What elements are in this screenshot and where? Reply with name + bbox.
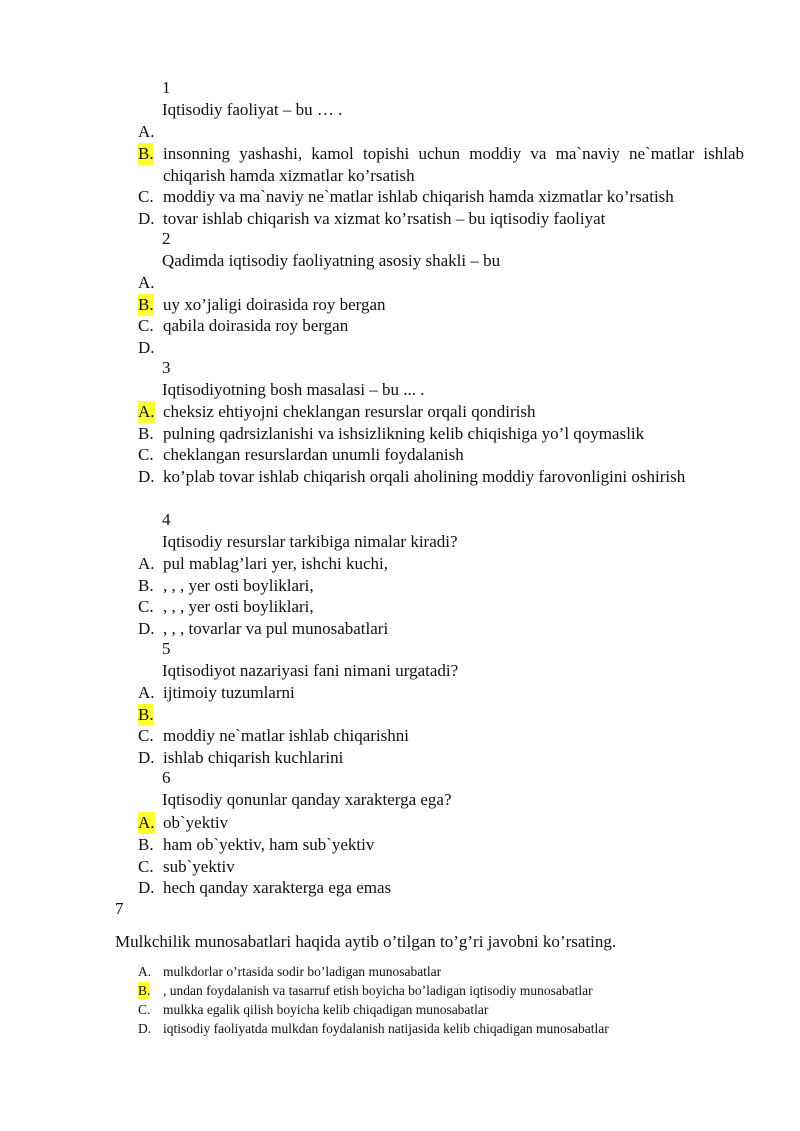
question-text: Iqtisodiy qonunlar qanday xarakterga ega? — [162, 790, 452, 809]
option-letter: D. — [138, 878, 155, 897]
option-letter-highlighted: A. — [138, 813, 155, 832]
answer-option — [138, 725, 744, 747]
option-letter: C. — [138, 1002, 151, 1017]
question-text: Iqtisodiyotning bosh masalasi – bu ... . — [162, 380, 425, 399]
option-letter-highlighted: B. — [138, 144, 154, 163]
option-text: , , , tovarlar va pul munosabatlari — [163, 619, 389, 638]
answer-option — [138, 553, 744, 575]
answer-option — [138, 596, 744, 618]
question-number: 1 — [162, 78, 171, 97]
option-letter: C. — [138, 726, 154, 745]
option-text: ijtimoiy tuzumlarni — [163, 683, 295, 702]
answer-option — [138, 423, 744, 445]
option-text: insonning yashashi, kamol topishi uchun moddiy va ma`naviy ne`matlar ishlab chiqarish hamda xizmatlar ko’rsatish — [163, 144, 744, 185]
option-text: sub`yektiv — [163, 857, 235, 876]
option-letter: C. — [138, 857, 154, 876]
option-letter: D. — [138, 338, 155, 357]
option-letter: A. — [138, 122, 155, 141]
option-letter: C. — [138, 316, 154, 335]
answer-option — [138, 877, 744, 899]
option-letter: D. — [138, 467, 155, 486]
answer-option — [138, 618, 744, 640]
option-text: hech qanday xarakterga ega emas — [163, 878, 392, 897]
option-letter: A. — [138, 554, 155, 573]
option-letter: A. — [138, 964, 152, 979]
answer-option — [138, 444, 744, 466]
option-letter: A. — [138, 683, 155, 702]
question-number: 6 — [162, 768, 171, 787]
option-text: tovar ishlab chiqarish va xizmat ko’rsatish – bu iqtisodiy faoliyat — [163, 209, 606, 228]
option-text: moddiy ne`matlar ishlab chiqarishni — [163, 726, 409, 745]
option-letter: C. — [138, 597, 154, 616]
option-letter: C. — [138, 445, 154, 464]
option-letter: C. — [138, 187, 154, 206]
option-text: ham ob`yektiv, ham sub`yektiv — [163, 835, 375, 854]
answer-option — [138, 401, 744, 423]
answer-option — [138, 747, 744, 769]
option-letter: D. — [138, 619, 155, 638]
option-letter-highlighted: B. — [138, 295, 154, 314]
option-letter: D. — [138, 1021, 152, 1036]
question-text: Mulkchilik munosabatlari haqida aytib o’tilgan to’g’ri javobni ko’rsating. — [115, 932, 617, 951]
option-letter-highlighted: A. — [138, 402, 155, 421]
answer-option — [138, 834, 744, 856]
option-text: pulning qadrsizlanishi va ishsizlikning kelib chiqishiga yo’l qoymaslik — [163, 424, 645, 443]
answer-option — [138, 315, 744, 337]
question-number: 2 — [162, 229, 171, 248]
question-number: 5 — [162, 639, 171, 658]
answer-option — [138, 1001, 758, 1018]
option-letter: B. — [138, 835, 154, 854]
option-letter: D. — [138, 209, 155, 228]
question-text: Iqtisodiy faoliyat – bu … . — [162, 100, 343, 119]
option-text: mulkdorlar o’rtasida sodir bo’ladigan munosabatlar — [163, 964, 442, 979]
question-text: Iqtisodiyot nazariyasi fani nimani urgatadi? — [162, 661, 459, 680]
option-text: pul mablag’lari yer, ishchi kuchi, — [163, 554, 388, 573]
question-text: Qadimda iqtisodiy faoliyatning asosiy shakli – bu — [162, 251, 501, 270]
answer-option — [138, 682, 744, 704]
option-text: , , , yer osti boyliklari, — [163, 597, 314, 616]
option-text: ko’plab tovar ishlab chiqarish orqali aholining moddiy farovonligini oshirish — [163, 467, 686, 486]
answer-option — [138, 963, 758, 980]
answer-option — [138, 186, 744, 208]
option-text: ob`yektiv — [163, 813, 229, 832]
option-text: moddiy va ma`naviy ne`matlar ishlab chiqarish hamda xizmatlar ko’rsatish — [163, 187, 674, 206]
option-text: cheklangan resurslardan unumli foydalanish — [163, 445, 464, 464]
question-number: 7 — [115, 899, 124, 918]
option-text: iqtisodiy faoliyatda mulkdan foydalanish natijasida kelib chiqadigan munosabatlar — [163, 1021, 609, 1036]
option-letter-highlighted: B. — [138, 705, 154, 724]
option-text: uy xo’jaligi doirasida roy bergan — [163, 295, 386, 314]
question-text: Iqtisodiy resurslar tarkibiga nimalar kiradi? — [162, 532, 458, 551]
option-letter: A. — [138, 273, 155, 292]
option-text: qabila doirasida roy bergan — [163, 316, 349, 335]
answer-option — [138, 982, 758, 999]
option-text: , undan foydalanish va tasarruf etish boyicha bo’ladigan iqtisodiy munosabatlar — [163, 983, 593, 998]
answer-option — [138, 812, 744, 834]
question-number: 4 — [162, 510, 171, 529]
option-text: ishlab chiqarish kuchlarini — [163, 748, 344, 767]
question-number: 3 — [162, 358, 171, 377]
option-text: mulkka egalik qilish boyicha kelib chiqadigan munosabatlar — [163, 1002, 489, 1017]
answer-option — [138, 466, 744, 488]
answer-option — [138, 1020, 758, 1037]
answer-option — [138, 294, 744, 316]
answer-option — [138, 143, 744, 186]
answer-option — [138, 208, 744, 230]
answer-option — [138, 575, 744, 597]
option-letter: D. — [138, 748, 155, 767]
option-letter: B. — [138, 424, 154, 443]
option-text: cheksiz ehtiyojni cheklangan resurslar orqali qondirish — [163, 402, 536, 421]
option-letter: B. — [138, 576, 154, 595]
option-letter-highlighted: B. — [138, 983, 151, 998]
option-text: , , , yer osti boyliklari, — [163, 576, 314, 595]
answer-option — [138, 856, 744, 878]
